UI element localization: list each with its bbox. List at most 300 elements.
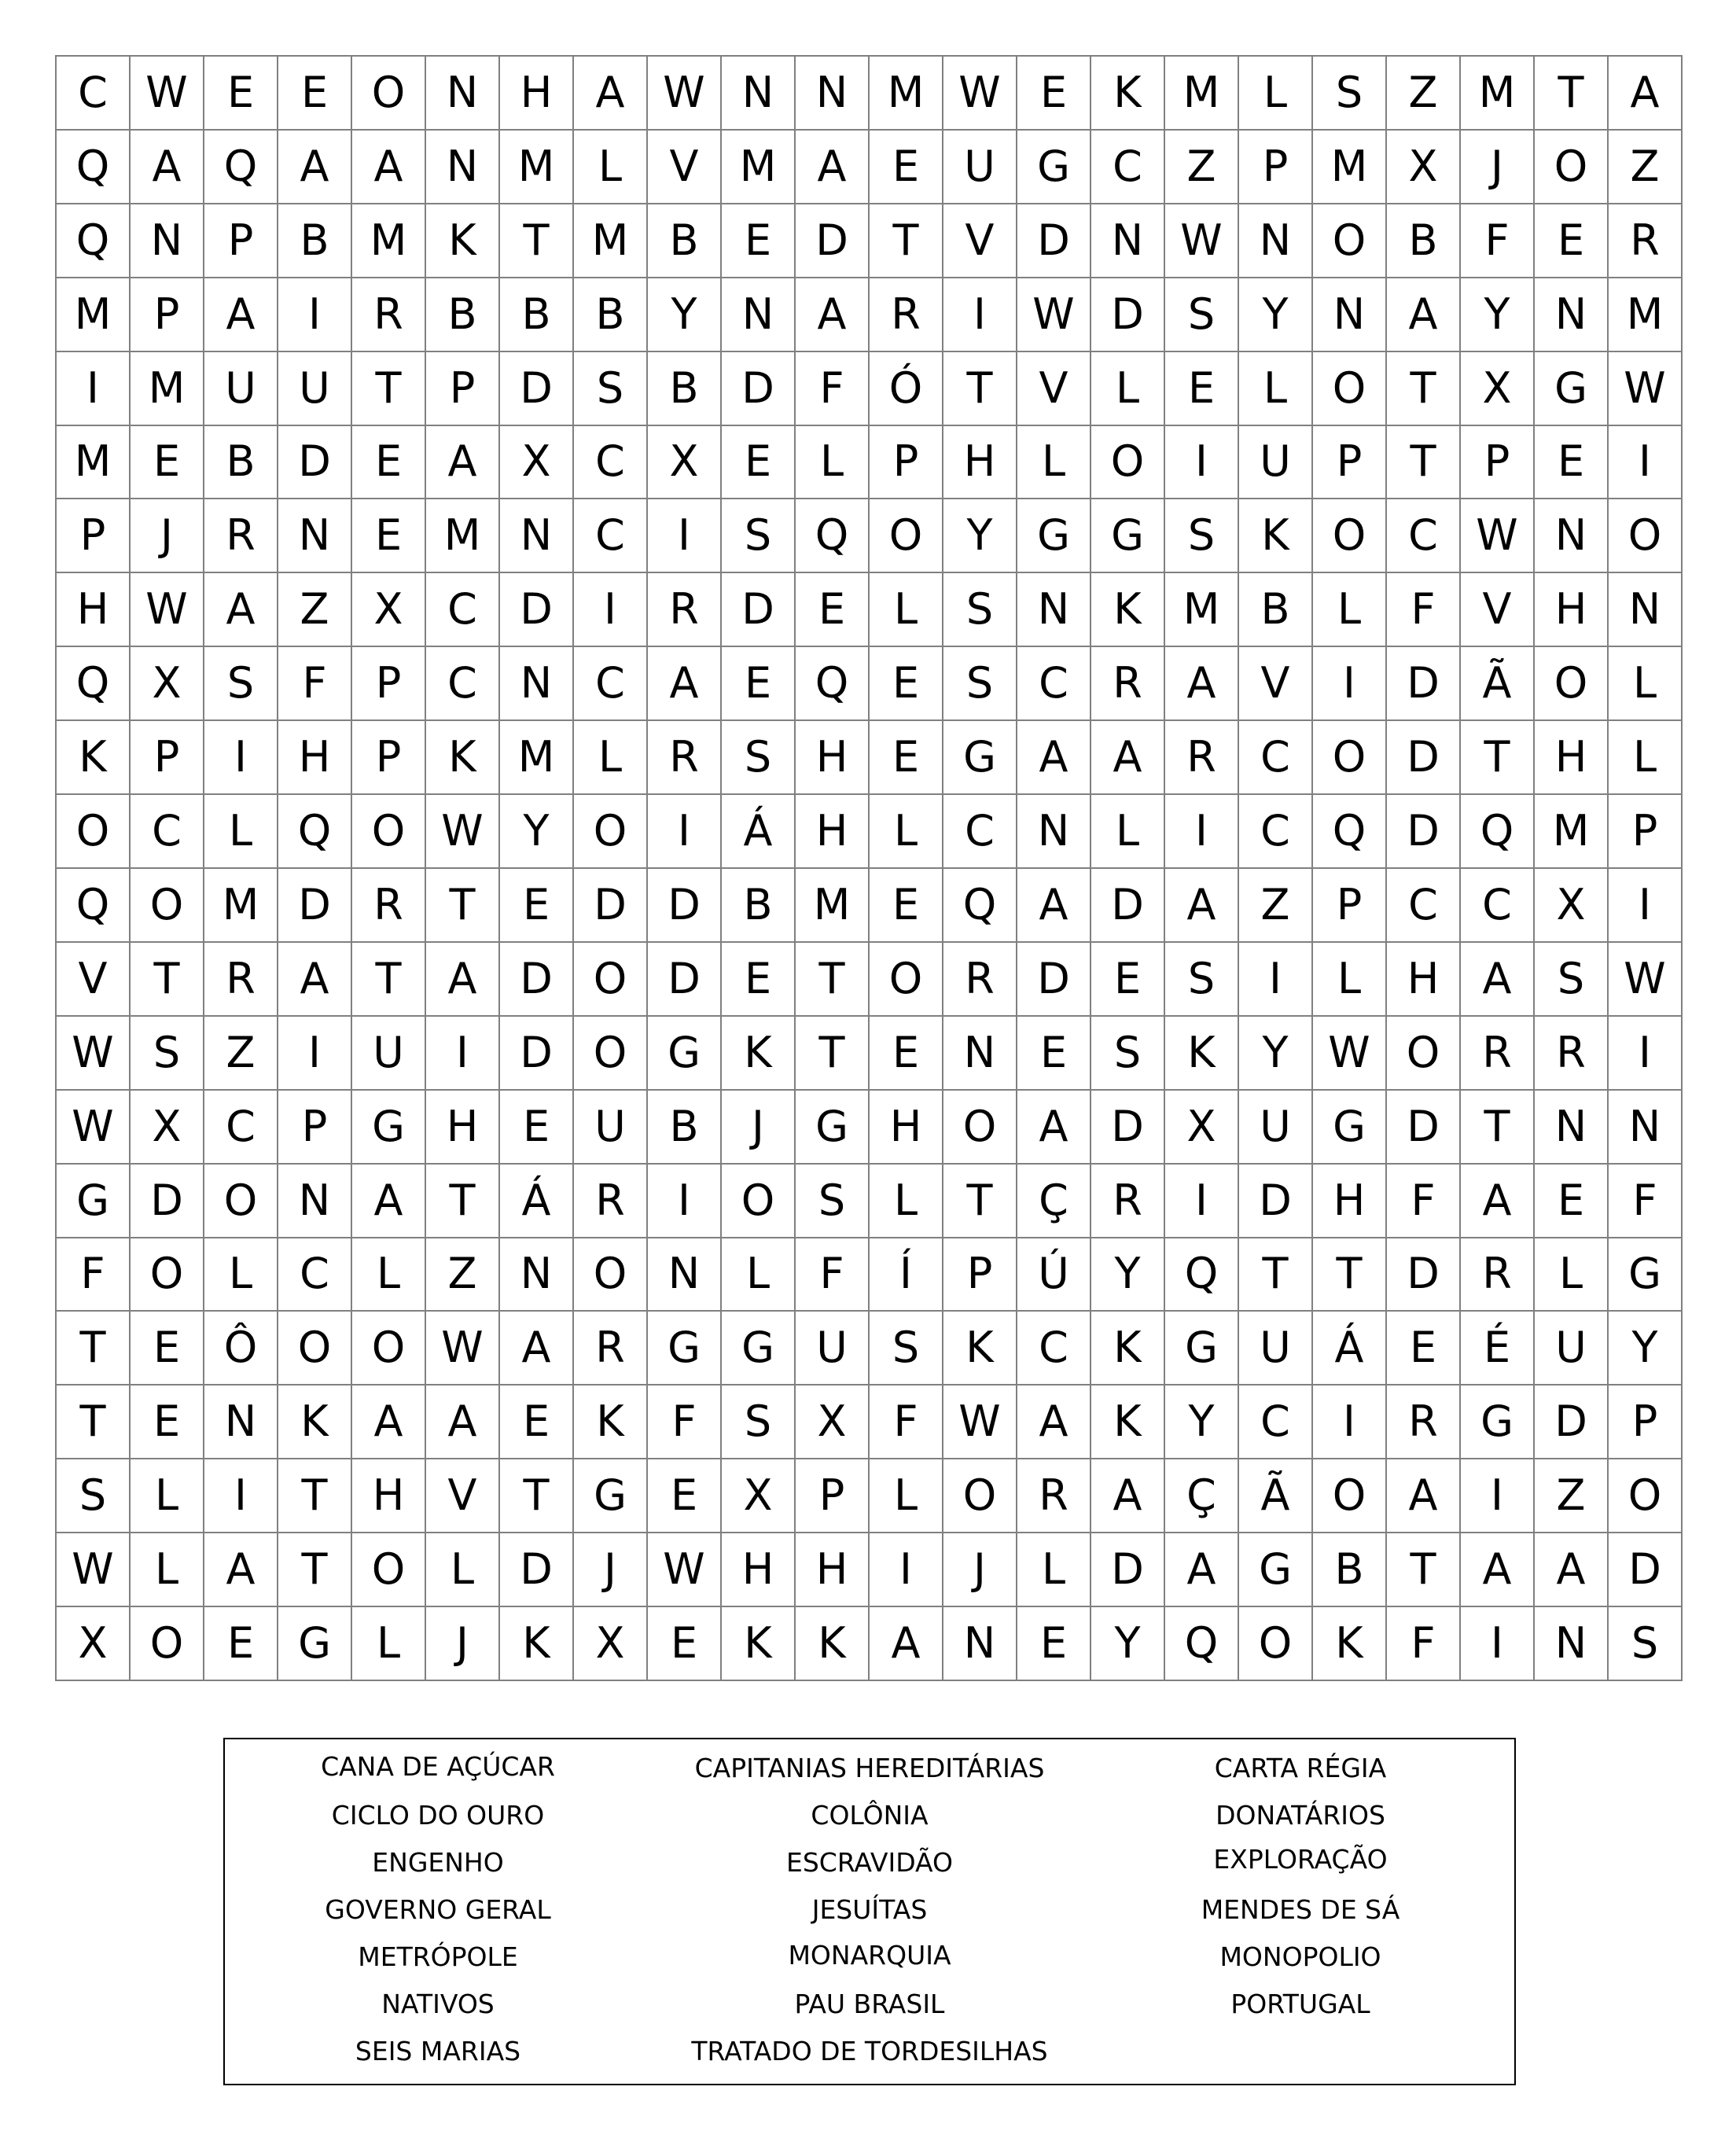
grid-cell: A (204, 1533, 278, 1607)
grid-cell: X (57, 1607, 131, 1681)
grid-cell: T (500, 1459, 574, 1533)
grid-cell: K (1091, 573, 1165, 647)
grid-cell: W (426, 1312, 500, 1385)
grid-cell: G (1609, 1238, 1683, 1312)
grid-cell: N (131, 204, 204, 278)
grid-cell: E (870, 131, 943, 204)
grid-cell: T (1535, 57, 1609, 131)
grid-cell: D (500, 1017, 574, 1091)
grid-cell: Q (796, 647, 870, 721)
grid-cell: A (352, 131, 426, 204)
grid-cell: S (943, 647, 1017, 721)
grid-cell: A (1165, 869, 1239, 943)
grid-cell: R (1535, 1017, 1609, 1091)
grid-cell: A (204, 278, 278, 352)
grid-cell: Q (796, 499, 870, 573)
grid-cell: S (1165, 943, 1239, 1017)
grid-cell: B (1313, 1533, 1387, 1607)
grid-cell: P (796, 1459, 870, 1533)
grid-cell: D (1091, 869, 1165, 943)
grid-cell: A (1091, 1459, 1165, 1533)
grid-cell: M (1535, 795, 1609, 869)
grid-cell: B (648, 204, 722, 278)
grid-cell: I (1461, 1607, 1535, 1681)
grid-cell: A (426, 943, 500, 1017)
grid-cell: T (426, 869, 500, 943)
word-list-item: DONATÁRIOS (1216, 1800, 1385, 1831)
grid-cell: H (1313, 1165, 1387, 1238)
grid-cell: P (131, 721, 204, 795)
grid-cell: A (796, 131, 870, 204)
grid-cell: H (943, 426, 1017, 500)
grid-cell: X (1535, 869, 1609, 943)
grid-cell: D (1017, 204, 1091, 278)
grid-cell: H (1535, 573, 1609, 647)
grid-cell: H (278, 721, 352, 795)
grid-cell: P (1313, 869, 1387, 943)
grid-cell: O (1535, 647, 1609, 721)
grid-cell: T (870, 204, 943, 278)
grid-cell: N (278, 1165, 352, 1238)
grid-cell: N (943, 1017, 1017, 1091)
grid-cell: M (1165, 57, 1239, 131)
grid-cell: S (204, 647, 278, 721)
grid-cell: N (1535, 278, 1609, 352)
grid-cell: O (1313, 352, 1387, 426)
grid-cell: C (1387, 499, 1461, 573)
grid-cell: Z (1609, 131, 1683, 204)
grid-cell: R (1609, 204, 1683, 278)
grid-cell: E (796, 573, 870, 647)
grid-cell: O (352, 795, 426, 869)
grid-cell: Ã (1461, 647, 1535, 721)
grid-cell: I (204, 1459, 278, 1533)
grid-cell: A (1387, 1459, 1461, 1533)
grid-cell: A (1461, 1165, 1535, 1238)
grid-cell: A (1461, 1533, 1535, 1607)
word-list-item: EXPLORAÇÃO (1213, 1844, 1388, 1875)
grid-cell: L (204, 1238, 278, 1312)
grid-cell: D (722, 352, 796, 426)
grid-cell: P (1239, 131, 1313, 204)
word-list-item: JESUÍTAS (811, 1894, 928, 1925)
grid-cell: F (796, 1238, 870, 1312)
grid-cell: L (1017, 426, 1091, 500)
grid-cell: P (1609, 1385, 1683, 1459)
grid-cell: A (1017, 1091, 1091, 1165)
grid-cell: J (131, 499, 204, 573)
grid-cell: Á (722, 795, 796, 869)
grid-cell: M (57, 426, 131, 500)
grid-cell: L (204, 795, 278, 869)
grid-cell: L (870, 573, 943, 647)
grid-cell: P (278, 1091, 352, 1165)
grid-cell: O (1091, 426, 1165, 500)
grid-cell: O (131, 869, 204, 943)
grid-cell: G (57, 1165, 131, 1238)
grid-cell: X (352, 573, 426, 647)
grid-cell: O (352, 57, 426, 131)
grid-cell: Q (57, 647, 131, 721)
word-list-item: TRATADO DE TORDESILHAS (691, 2036, 1048, 2066)
grid-cell: T (57, 1385, 131, 1459)
grid-cell: J (722, 1091, 796, 1165)
grid-cell: A (648, 647, 722, 721)
grid-cell: A (1387, 278, 1461, 352)
grid-cell: I (870, 1533, 943, 1607)
grid-cell: O (574, 943, 648, 1017)
grid-cell: C (1017, 1312, 1091, 1385)
grid-cell: F (57, 1238, 131, 1312)
grid-cell: Y (1091, 1607, 1165, 1681)
grid-cell: E (722, 647, 796, 721)
grid-cell: V (943, 204, 1017, 278)
grid-cell: G (1165, 1312, 1239, 1385)
grid-cell: O (1239, 1607, 1313, 1681)
grid-cell: M (1461, 57, 1535, 131)
grid-cell: E (500, 1385, 574, 1459)
grid-cell: I (574, 573, 648, 647)
grid-cell: Y (648, 278, 722, 352)
grid-cell: Y (500, 795, 574, 869)
grid-cell: X (1165, 1091, 1239, 1165)
grid-cell: W (1609, 352, 1683, 426)
grid-cell: S (1313, 57, 1387, 131)
grid-cell: U (204, 352, 278, 426)
grid-cell: W (131, 57, 204, 131)
grid-cell: G (1017, 131, 1091, 204)
grid-cell: W (57, 1533, 131, 1607)
grid-cell: C (574, 499, 648, 573)
grid-cell: L (1239, 57, 1313, 131)
grid-cell: L (131, 1459, 204, 1533)
grid-cell: A (1461, 943, 1535, 1017)
grid-cell: A (204, 573, 278, 647)
grid-cell: A (1609, 57, 1683, 131)
grid-cell: K (1091, 1312, 1165, 1385)
grid-cell: S (1609, 1607, 1683, 1681)
grid-cell: F (870, 1385, 943, 1459)
grid-cell: A (426, 1385, 500, 1459)
grid-cell: R (648, 721, 722, 795)
word-list-item: CARTA RÉGIA (1214, 1753, 1387, 1783)
grid-cell: A (426, 426, 500, 500)
grid-cell: E (500, 1091, 574, 1165)
grid-cell: A (131, 131, 204, 204)
grid-cell: T (500, 204, 574, 278)
grid-cell: P (57, 499, 131, 573)
grid-cell: R (1461, 1238, 1535, 1312)
grid-cell: E (131, 1385, 204, 1459)
grid-cell: S (574, 352, 648, 426)
grid-cell: G (574, 1459, 648, 1533)
word-search-grid (55, 55, 1683, 1681)
grid-cell: P (1313, 426, 1387, 500)
grid-cell: Y (1609, 1312, 1683, 1385)
grid-cell: D (1387, 1238, 1461, 1312)
grid-cell: E (1165, 352, 1239, 426)
grid-cell: G (1091, 499, 1165, 573)
grid-cell: K (1165, 1017, 1239, 1091)
grid-cell: A (1017, 869, 1091, 943)
grid-cell: M (500, 721, 574, 795)
grid-cell: X (574, 1607, 648, 1681)
grid-cell: N (500, 499, 574, 573)
grid-cell: C (1239, 1385, 1313, 1459)
grid-cell: O (131, 1607, 204, 1681)
grid-cell: N (1091, 204, 1165, 278)
grid-cell: U (1239, 1312, 1313, 1385)
grid-cell: U (352, 1017, 426, 1091)
grid-cell: S (870, 1312, 943, 1385)
grid-cell: M (57, 278, 131, 352)
grid-cell: E (1017, 57, 1091, 131)
grid-cell: I (943, 278, 1017, 352)
grid-cell: Z (278, 573, 352, 647)
grid-cell: E (352, 499, 426, 573)
grid-cell: D (1387, 795, 1461, 869)
grid-cell: W (943, 57, 1017, 131)
grid-cell: I (1609, 869, 1683, 943)
grid-cell: G (1461, 1385, 1535, 1459)
word-list-item: COLÔNIA (811, 1800, 929, 1831)
grid-cell: M (722, 131, 796, 204)
grid-cell: W (426, 795, 500, 869)
grid-cell: Q (1313, 795, 1387, 869)
grid-cell: B (500, 278, 574, 352)
grid-cell: I (1609, 1017, 1683, 1091)
grid-cell: Y (1165, 1385, 1239, 1459)
grid-cell: P (1609, 795, 1683, 869)
grid-cell: N (648, 1238, 722, 1312)
grid-cell: C (1017, 647, 1091, 721)
grid-cell: A (574, 57, 648, 131)
grid-cell: W (1017, 278, 1091, 352)
grid-cell: E (1535, 204, 1609, 278)
grid-cell: R (870, 278, 943, 352)
grid-cell: E (722, 943, 796, 1017)
grid-cell: E (1091, 943, 1165, 1017)
grid-cell: P (204, 204, 278, 278)
word-list-item: ESCRAVIDÃO (785, 1847, 954, 1878)
word-list-item: MENDES DE SÁ (1201, 1894, 1400, 1925)
grid-cell: C (1461, 869, 1535, 943)
grid-cell: R (648, 573, 722, 647)
grid-cell: Á (1313, 1312, 1387, 1385)
grid-cell: W (1313, 1017, 1387, 1091)
grid-cell: N (500, 1238, 574, 1312)
grid-cell: L (1017, 1533, 1091, 1607)
grid-cell: N (1017, 573, 1091, 647)
grid-cell: I (278, 1017, 352, 1091)
grid-cell: R (943, 943, 1017, 1017)
grid-cell: Q (1165, 1238, 1239, 1312)
grid-cell: I (57, 352, 131, 426)
grid-cell: L (1091, 352, 1165, 426)
word-list-box (223, 1738, 1516, 2085)
grid-cell: D (1091, 1533, 1165, 1607)
grid-cell: Q (204, 131, 278, 204)
grid-cell: O (1609, 499, 1683, 573)
grid-cell: A (1165, 647, 1239, 721)
grid-cell: E (648, 1459, 722, 1533)
grid-cell: H (796, 1533, 870, 1607)
grid-cell: O (1313, 1459, 1387, 1533)
grid-cell: K (1239, 499, 1313, 573)
grid-cell: O (131, 1238, 204, 1312)
grid-cell: D (648, 869, 722, 943)
grid-cell: E (722, 204, 796, 278)
grid-cell: O (1535, 131, 1609, 204)
grid-cell: N (1313, 278, 1387, 352)
grid-cell: W (1609, 943, 1683, 1017)
grid-cell: E (1017, 1017, 1091, 1091)
grid-cell: T (1461, 721, 1535, 795)
grid-cell: D (1387, 647, 1461, 721)
grid-cell: A (278, 943, 352, 1017)
grid-cell: C (943, 795, 1017, 869)
grid-cell: C (426, 647, 500, 721)
grid-cell: U (796, 1312, 870, 1385)
grid-cell: K (57, 721, 131, 795)
grid-cell: Y (1461, 278, 1535, 352)
grid-cell: L (1609, 721, 1683, 795)
grid-cell: O (1387, 1017, 1461, 1091)
grid-cell: K (722, 1607, 796, 1681)
grid-cell: F (1609, 1165, 1683, 1238)
grid-cell: Z (1535, 1459, 1609, 1533)
grid-cell: Q (57, 131, 131, 204)
grid-cell: K (574, 1385, 648, 1459)
grid-cell: S (722, 1385, 796, 1459)
grid-cell: H (1387, 943, 1461, 1017)
grid-cell: O (1313, 204, 1387, 278)
grid-cell: Y (943, 499, 1017, 573)
grid-cell: O (1609, 1459, 1683, 1533)
grid-cell: E (722, 426, 796, 500)
grid-cell: L (574, 131, 648, 204)
grid-cell: L (131, 1533, 204, 1607)
grid-cell: T (796, 943, 870, 1017)
grid-cell: H (1535, 721, 1609, 795)
grid-cell: X (648, 426, 722, 500)
grid-cell: G (796, 1091, 870, 1165)
grid-cell: D (500, 352, 574, 426)
grid-cell: M (500, 131, 574, 204)
grid-cell: H (796, 795, 870, 869)
grid-cell: Q (1461, 795, 1535, 869)
grid-cell: N (278, 499, 352, 573)
grid-cell: G (278, 1607, 352, 1681)
grid-cell: I (204, 721, 278, 795)
grid-cell: X (796, 1385, 870, 1459)
grid-cell: Q (1165, 1607, 1239, 1681)
grid-cell: U (1239, 426, 1313, 500)
grid-cell: E (352, 426, 426, 500)
grid-cell: Q (943, 869, 1017, 943)
grid-cell: G (648, 1312, 722, 1385)
grid-cell: M (1313, 131, 1387, 204)
grid-cell: R (574, 1165, 648, 1238)
grid-cell: C (1239, 795, 1313, 869)
grid-cell: K (500, 1607, 574, 1681)
grid-cell: E (278, 57, 352, 131)
grid-cell: B (278, 204, 352, 278)
grid-cell: X (722, 1459, 796, 1533)
grid-cell: L (1091, 795, 1165, 869)
grid-cell: R (204, 499, 278, 573)
grid-cell: A (1017, 721, 1091, 795)
grid-cell: D (500, 1533, 574, 1607)
grid-cell: R (1017, 1459, 1091, 1533)
word-list-item: METRÓPOLE (358, 1941, 518, 1972)
grid-cell: E (1535, 426, 1609, 500)
grid-cell: M (1609, 278, 1683, 352)
grid-cell: T (131, 943, 204, 1017)
grid-cell: P (1461, 426, 1535, 500)
grid-cell: I (1609, 426, 1683, 500)
grid-cell: W (943, 1385, 1017, 1459)
grid-cell: N (796, 57, 870, 131)
grid-cell: G (1017, 499, 1091, 573)
grid-cell: I (1165, 426, 1239, 500)
grid-cell: N (1239, 204, 1313, 278)
grid-cell: Q (278, 795, 352, 869)
grid-cell: S (1165, 278, 1239, 352)
grid-cell: H (796, 721, 870, 795)
grid-cell: B (204, 426, 278, 500)
grid-cell: D (500, 573, 574, 647)
grid-cell: W (1165, 204, 1239, 278)
grid-cell: A (796, 278, 870, 352)
grid-cell: D (722, 573, 796, 647)
grid-cell: S (943, 573, 1017, 647)
grid-cell: I (648, 1165, 722, 1238)
grid-cell: S (1091, 1017, 1165, 1091)
grid-cell: C (426, 573, 500, 647)
grid-cell: U (574, 1091, 648, 1165)
grid-cell: C (1239, 721, 1313, 795)
grid-cell: H (426, 1091, 500, 1165)
grid-cell: L (352, 1607, 426, 1681)
grid-cell: Q (57, 204, 131, 278)
grid-cell: L (870, 795, 943, 869)
grid-cell: T (352, 943, 426, 1017)
grid-cell: N (722, 57, 796, 131)
grid-cell: K (278, 1385, 352, 1459)
grid-cell: D (648, 943, 722, 1017)
grid-cell: O (1313, 721, 1387, 795)
grid-cell: M (426, 499, 500, 573)
grid-cell: N (1017, 795, 1091, 869)
grid-cell: M (870, 57, 943, 131)
grid-cell: B (722, 869, 796, 943)
grid-cell: L (1609, 647, 1683, 721)
grid-cell: T (1461, 1091, 1535, 1165)
grid-cell: A (1535, 1533, 1609, 1607)
grid-cell: G (1535, 352, 1609, 426)
grid-cell: J (943, 1533, 1017, 1607)
grid-cell: B (648, 352, 722, 426)
grid-cell: N (1535, 499, 1609, 573)
grid-cell: I (1165, 795, 1239, 869)
grid-cell: W (648, 57, 722, 131)
grid-cell: E (870, 721, 943, 795)
grid-cell: P (352, 721, 426, 795)
word-list-item: CANA DE AÇÚCAR (321, 1751, 555, 1782)
grid-cell: N (204, 1385, 278, 1459)
grid-cell: V (1017, 352, 1091, 426)
